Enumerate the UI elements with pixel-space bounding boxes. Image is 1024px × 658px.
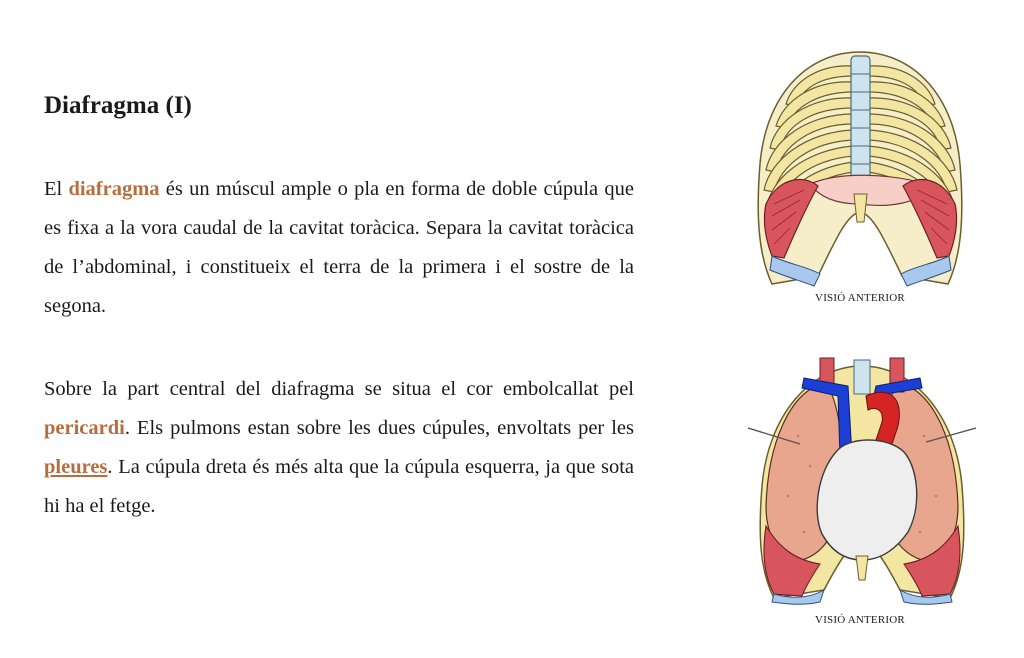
keyword-pericardi: pericardi — [44, 417, 125, 439]
text-segment: . La cúpula dreta és més alta que la cúpula esquerra, ja que sota hi ha el fetge. — [44, 456, 634, 517]
ribcage-diaphragm-illustration — [748, 44, 973, 294]
paragraph-diaphragm-intro — [44, 170, 634, 326]
page-title: Diafragma (I) — [44, 92, 192, 119]
text-segment: Sobre la part central del diafragma se situa el cor embolcallat pel — [44, 378, 634, 400]
paragraph-diaphragm-relations — [44, 370, 634, 526]
thorax-heart-lungs-illustration — [748, 356, 976, 606]
keyword-diafragma: diafragma — [68, 178, 160, 200]
text-segment: és un múscul ample o pla en forma de doble cúpula que es fixa a la vora caudal de la cavitat toràcica. Separa la cavitat toràcica de l’abdominal, i constitueix el terra de la primera i el sostre de la segona. — [44, 178, 634, 317]
figure-caption: VISIÓ ANTERIOR — [815, 614, 905, 626]
link-pleures[interactable]: pleures — [44, 456, 108, 478]
text-segment: . Els pulmons estan sobre les dues cúpules, envoltats per les — [124, 417, 634, 439]
figure-caption: VISIÓ ANTERIOR — [815, 292, 905, 304]
text-segment: El — [44, 178, 69, 200]
